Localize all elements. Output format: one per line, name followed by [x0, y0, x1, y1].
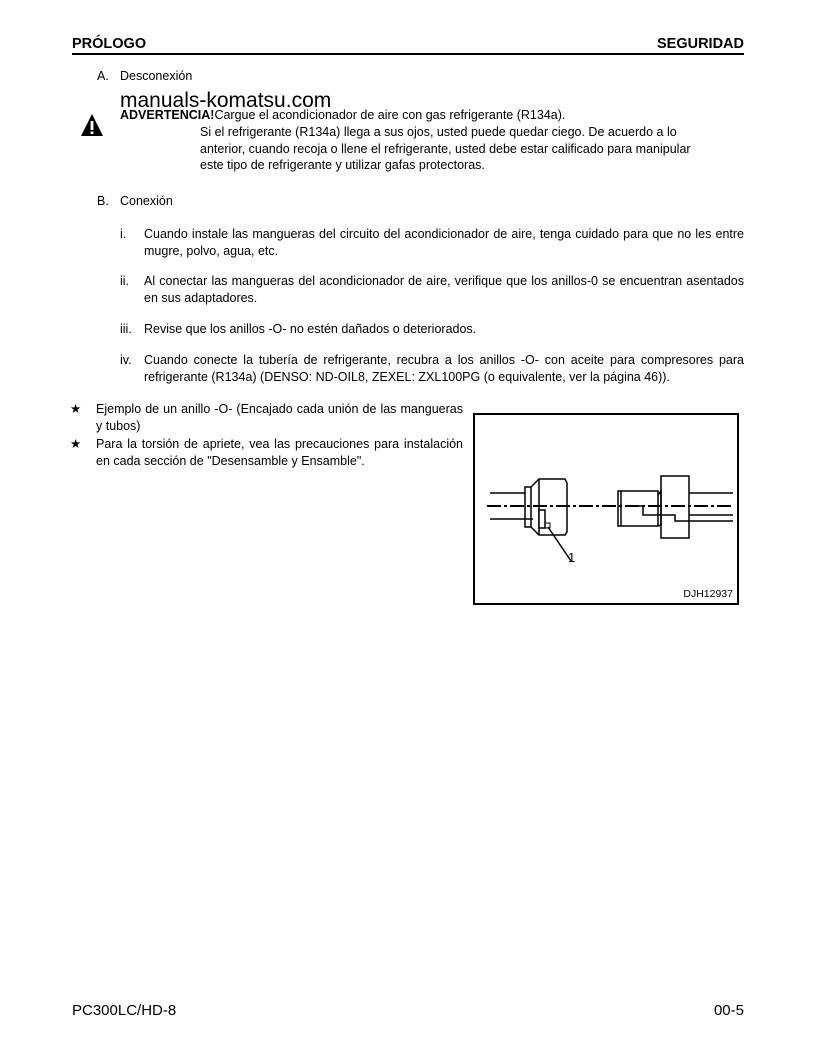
callout-label: 1 — [568, 550, 576, 565]
star-icon: ★ — [70, 437, 82, 451]
warning-line: anterior, cuando recoja o llene el refrigerante, usted debe estar calificado para manipular — [200, 142, 691, 156]
star-icon: ★ — [70, 402, 82, 416]
figure-code: DJH12937 — [683, 588, 733, 600]
list-item-text: Revise que los anillos -O- no estén dañados o deteriorados. — [144, 322, 477, 336]
section-a-title: Desconexión — [120, 69, 193, 83]
warning-label: ADVERTENCIA! — [120, 108, 215, 122]
section-b-label: B. — [97, 194, 109, 208]
list-item-num: iv. — [120, 353, 132, 367]
header-left: PRÓLOGO — [72, 36, 147, 52]
warning-line: Si el refrigerante (R134a) llega a sus ojos, usted puede quedar ciego. De acuerdo a lo — [200, 125, 677, 139]
o-ring-figure — [473, 413, 739, 605]
header-right: SEGURIDAD — [656, 36, 744, 52]
warning-first-line — [120, 107, 565, 124]
list-item-text: Cuando instale las mangueras del circuito del acondicionador de aire, tenga cuidado para que no les entre mugre, polvo, agua, etc. — [144, 227, 744, 258]
warning-text: Cargue el acondicionador de aire con gas refrigerante (R134a). — [214, 108, 566, 122]
footer-page-number: 00-5 — [713, 1002, 744, 1019]
warning-triangle-icon — [80, 113, 104, 137]
watermark: manuals-komatsu.com — [120, 89, 332, 112]
list-item-text: Al conectar las mangueras del acondicionador de aire, verifique que los anillos-0 se encuentran asentados en sus adaptadores. — [144, 274, 744, 305]
fitting-drawing — [475, 415, 737, 603]
footer-model: PC300LC/HD-8 — [72, 1002, 177, 1019]
section-a-label: A. — [97, 69, 109, 83]
list-item-num: ii. — [120, 274, 130, 288]
note-text: Ejemplo de un anillo -O- (Encajado cada unión de las mangueras y tubos) — [96, 402, 463, 433]
warning-line: este tipo de refrigerante y utilizar gafas protectoras. — [200, 158, 485, 172]
section-b-title: Conexión — [120, 194, 173, 208]
header-rule — [72, 53, 744, 55]
list-item-num: i. — [120, 227, 127, 241]
list-item-text: Cuando conecte la tubería de refrigerante, recubra a los anillos -O- con aceite para compresores para refrigerante (R134a) (DENSO: ND-OIL8, ZEXEL: ZXL100PG (o equivalente, ver la página 46)). — [144, 353, 744, 384]
note-text: Para la torsión de apriete, vea las precauciones para instalación en cada sección de "Desensamble y Ensamble". — [96, 437, 463, 468]
list-item-num: iii. — [120, 322, 132, 336]
